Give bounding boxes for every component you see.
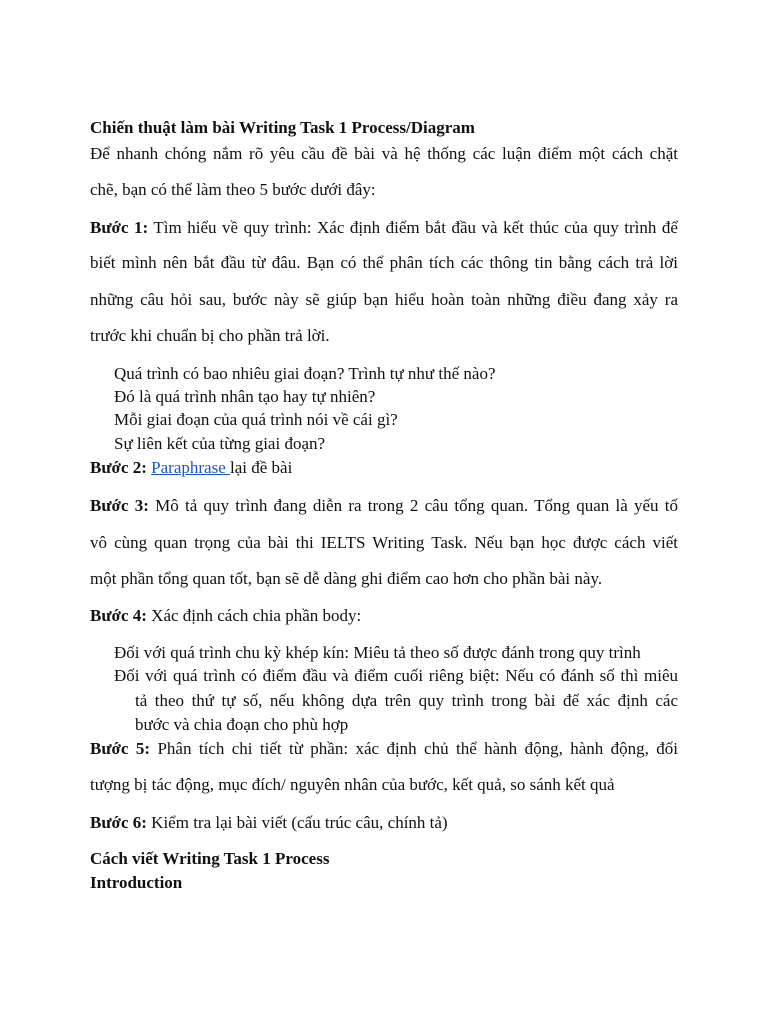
step2-label: Bước 2: [90,458,147,477]
intro-line-2: chẽ, bạn có thể làm theo 5 bước dưới đây: [90,180,376,199]
section-title: Chiến thuật làm bài Writing Task 1 Process/Diagram [90,118,475,137]
step1-line-4: trước khi chuẩn bị cho phần trả lời. [90,326,330,345]
question-item: Mỗi giai đoạn của quá trình nói về cái gì? [114,410,398,429]
step5-text-1: Phân tích chi tiết từ phần: xác định chủ thể hành động, hành động, đối [157,739,679,758]
step1-line-1 [90,217,678,239]
step6-label: Bước 6: [90,813,147,832]
step1-label: Bước 1: [90,218,149,237]
subheading-introduction: Introduction [90,873,183,892]
question-item: Đó là quá trình nhân tạo hay tự nhiên? [114,387,376,406]
step6-text: Kiểm tra lại bài viết (cấu trúc câu, chính tả) [151,813,448,832]
body-option-item: Đối với quá trình có điểm đầu và điểm cuối riêng biệt: Nếu có đánh số thì miêu [114,666,678,685]
step3-line-3: một phần tổng quan tốt, bạn sẽ dễ dàng ghi điểm cao hơn cho phần bài này. [90,569,603,588]
step5-label: Bước 5: [90,739,151,758]
step5-line-1 [90,738,678,760]
step2-line [90,457,678,479]
body-option-item: Đối với quá trình chu kỳ khép kín: Miêu tả theo số được đánh trong quy trình [114,643,641,662]
step4-label: Bước 4: [90,606,147,625]
step1-line-3: những câu hỏi sau, bước này sẽ giúp bạn hiểu hoàn toàn những điều đang xảy ra [90,290,678,309]
step5-line-2: tượng bị tác động, mục đích/ nguyên nhân của bước, kết quả, so sánh kết quả [90,775,615,794]
step2-text: lại đề bài [230,458,293,477]
step6-line [90,812,678,834]
step4-text-1: Xác định cách chia phần body: [151,606,362,625]
subheading-process: Cách viết Writing Task 1 Process [90,849,330,868]
paraphrase-link[interactable]: Paraphrase [151,458,230,477]
step3-line-2: vô cùng quan trọng của bài thi IELTS Writing Task. Nếu bạn học được cách viết [90,533,678,552]
question-item: Quá trình có bao nhiêu giai đoạn? Trình tự như thế nào? [114,364,496,383]
body-option-item-cont: tả theo thứ tự số, nếu không dựa trên quy trình trong bài để xác định các [135,691,678,710]
step1-line-2: biết mình nên bắt đầu từ đâu. Bạn có thể phân tích các thông tin bằng cách trả lời [90,253,678,272]
step1-text-1: Tìm hiểu về quy trình: Xác định điểm bắt đầu và kết thúc của quy trình để [153,218,678,237]
step3-text-1: Mô tả quy trình đang diễn ra trong 2 câu tổng quan. Tổng quan là yếu tố [155,496,679,515]
step3-label: Bước 3: [90,496,149,515]
intro-line-1: Để nhanh chóng nắm rõ yêu cầu đề bài và hệ thống các luận điểm một cách chặt [90,144,678,163]
step3-line-1 [90,495,678,517]
question-item: Sự liên kết của từng giai đoạn? [114,434,326,453]
step4-line-1 [90,605,678,627]
body-option-item-cont: bước và chia đoạn cho phù hợp [135,715,349,734]
